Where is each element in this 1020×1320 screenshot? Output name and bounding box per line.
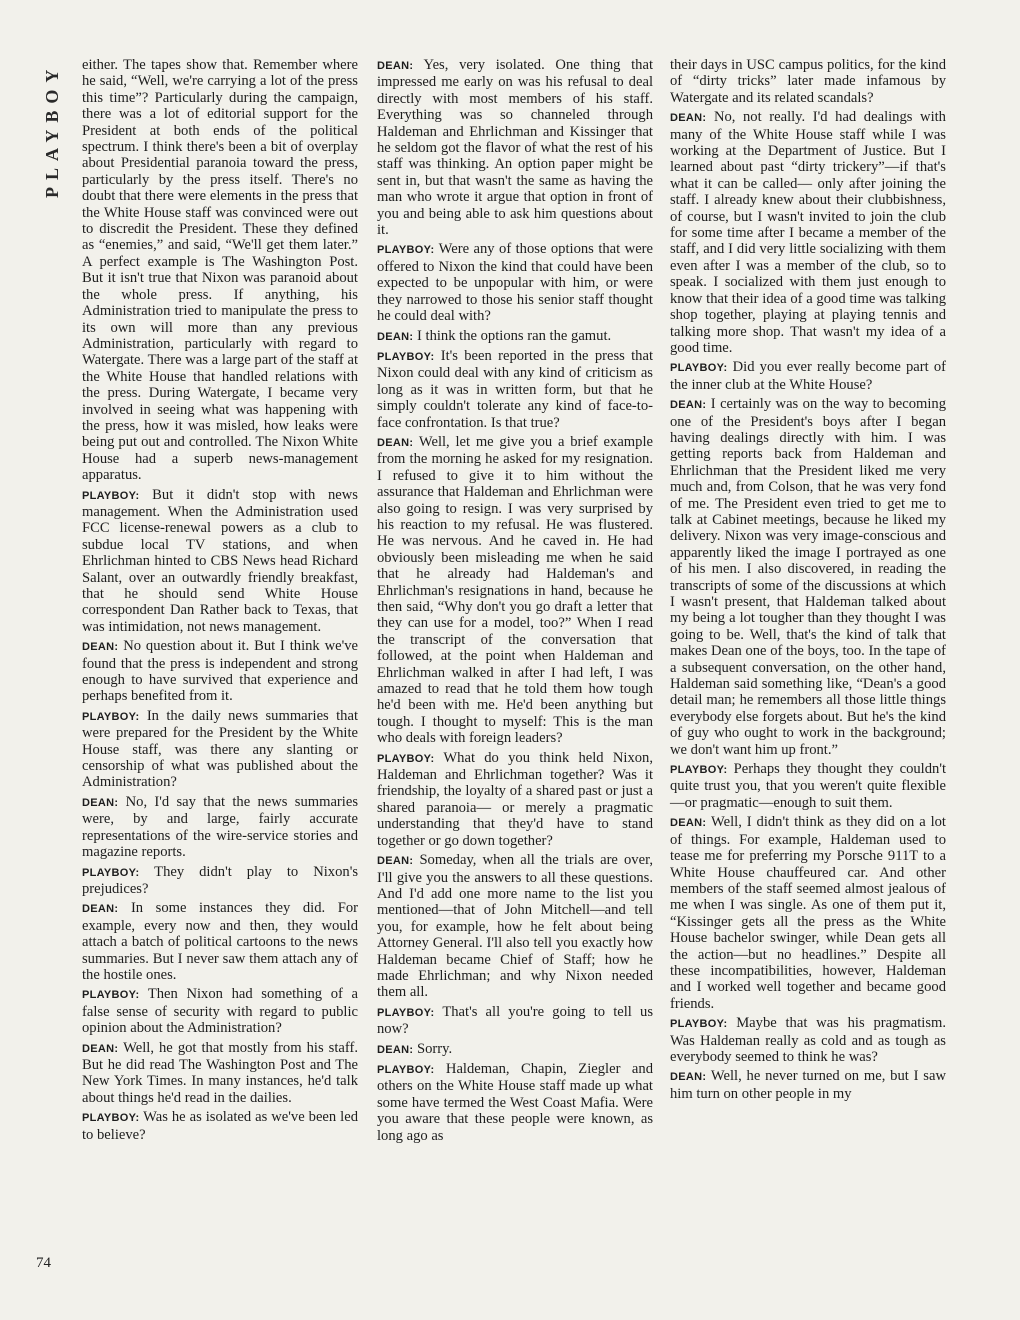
magazine-title-vertical: PLAYBOY <box>42 62 62 198</box>
interview-paragraph <box>670 359 946 393</box>
speaker-label: PLAYBOY: <box>377 1063 435 1076</box>
interview-paragraph <box>377 1041 653 1058</box>
speaker-label: DEAN: <box>670 1071 707 1084</box>
speaker-label: DEAN: <box>82 1042 119 1055</box>
interview-paragraph <box>82 638 358 705</box>
speaker-label: PLAYBOY: <box>377 752 435 765</box>
interview-paragraph <box>82 864 358 898</box>
interview-paragraph <box>82 1040 358 1107</box>
speaker-label: PLAYBOY: <box>670 764 728 777</box>
interview-paragraph <box>82 708 358 791</box>
interview-paragraph <box>377 241 653 324</box>
paragraph-text: In some instances they did. For example, every now and then, they would attach a batch of political cartoons to the news summaries. But I never saw them attach any of the hostile ones. <box>82 900 358 983</box>
interview-paragraph <box>670 761 946 811</box>
interview-paragraph <box>82 487 358 636</box>
paragraph-text: Well, he never turned on me, but I saw him turn on other people in my <box>670 1068 946 1102</box>
speaker-label: DEAN: <box>377 436 414 449</box>
interview-paragraph <box>670 814 946 1012</box>
interview-paragraph <box>82 794 358 861</box>
paragraph-text: Were any of those options that were offered to Nixon the kind that could have been expected to be unpopular with him, or were they narrowed to those his senior staff thought he could deal with? <box>377 241 654 325</box>
text-column-3 <box>670 57 946 1105</box>
paragraph-text: Well, I didn't think as they did on a lot of things. For example, Haldeman used to tease me for preferring my Porsche 911T to a White House chauffeured car. And other members of the staff seemed almost jealous of me when I was single. As one of them put it, “Kissinger gets all the press as the White House bachelor swinger, while Dean gets all the action—but no headlines.” Despite all these incompatibilities, however, Haldeman and I worked well together and became good friends. <box>670 814 946 1012</box>
paragraph-text: Sorry. <box>417 1040 453 1057</box>
paragraph-text: They didn't play to Nixon's prejudices? <box>82 863 358 897</box>
interview-paragraph <box>82 986 358 1036</box>
paragraph-text: I certainly was on the way to becoming one of the President's boys after I began having dealings directly with him. I was getting reports back from Haldeman and Ehrlichman that the President liked me very much and, from Colson, that he was very fond of me. The President even tried to get me to talk at Cabinet meetings, because he liked my delivery. Nixon was very image-conscious and apparently liked the image I portrayed as one of his men. I also discovered, in reading the transcripts of some of the discussions at which I wasn't present, that Haldeman talked about my being a lot tougher than they thought I was going to be. Well, that's the kind of talk that makes Dean one of the boys, too. In the tape of a subsequent conversation, on the other hand, Haldeman said something like, “Dean's a good detail man; he remembers all those little things everybody else forgets about. But he's the kind of guy who ought to work in the background; we don't want him up front.” <box>670 396 947 758</box>
speaker-label: DEAN: <box>82 796 119 809</box>
paragraph-text: Well, he got that mostly from his staff. But he did read The Washington Post and The New York Times. In many instances, he'd talk about things he'd read in the dailies. <box>82 1039 358 1106</box>
interview-paragraph <box>377 434 653 747</box>
interview-paragraph <box>377 328 653 345</box>
paragraph-text: No, not really. I'd had dealings with many of the White House staff while I was working at the Department of Justice. But I learned about past “dirty trickery”—if that's what it can be called— only after joining the staff. I already knew about their clubbishness, of course, but I wasn't invited to join the club for some time after I became a member of the staff, and I did very little socializing with them even after I was a member of the club, so to speak. I socialized with them just enough to know that their idea of a good time was talking shop together, playing at playing tennis and talking more shop. That wasn't my idea of a good time. <box>670 109 946 356</box>
paragraph-text: In the daily news summaries that were prepared for the President by the White House staff, was there any slanting or censorship of what was published about the Administration? <box>82 707 358 791</box>
page-number: 74 <box>36 1255 51 1271</box>
paragraph-text: But it didn't stop with news management. When the Administration used FCC license-renewal powers as a club to subdue local TV stations, and when Ehrlichman hinted to CBS News head Richard Salant, over an outwardly friendly breakfast, that he should send White House correspondent Dan Rather back to Texas, that was intimidation, not news management. <box>82 486 358 635</box>
speaker-label: PLAYBOY: <box>377 350 435 363</box>
continued-paragraph <box>670 57 946 106</box>
paragraph-text: Maybe that was his pragmatism. Was Haldeman really as cold and as tough as everybody seemed to think he was? <box>670 1015 946 1065</box>
interview-paragraph <box>377 1061 653 1144</box>
speaker-label: PLAYBOY: <box>82 989 140 1002</box>
paragraph-text: Yes, very isolated. One thing that impressed me early on was his refusal to deal directly with most members of his staff. Everything was so channeled through Haldeman and Ehrlichman and Kissinger that he seldom got the flavor of what the rest of his staff was thinking. An option paper might be sent in, but that wasn't the same as having the man who wrote it argue that option in front of you and being able to ask him questions about it. <box>377 57 654 239</box>
interview-paragraph <box>377 750 653 849</box>
paragraph-text: No question about it. But I think we've found that the press is independent and strong enough to have survived that experience and perhaps benefited from it. <box>82 638 358 705</box>
interview-paragraph <box>670 1015 946 1065</box>
paragraph-text: Well, let me give you a brief example from the morning he asked for my resignation. I refused to give it to him without the assurance that Haldeman and Ehrlichman were also going to resign. I was very surprised by his reaction to my refusal. He was flustered. He was nervous. And he caved in. He had obviously been misleading me when he said that he already had Haldeman's and Ehrlichman's resignations in hand, because he then said, “Why don't you go draft a letter that they can use for a model, too?” When I read the transcript of the conversation that followed, at the point when Haldeman and Ehrlichman walked in after I had left, I was amazed to read that he told them how tough he'd been with me. He'd been anything but tough. I thought to myself: This is the man who deals with foreign leaders? <box>377 433 653 747</box>
paragraph-text: Haldeman, Chapin, Ziegler and others on the White House staff made up what some have termed the West Coast Mafia. Were you aware that these people were known, as long ago as <box>377 1060 653 1144</box>
speaker-label: PLAYBOY: <box>670 1018 728 1031</box>
speaker-label: DEAN: <box>377 60 414 72</box>
speaker-label: DEAN: <box>670 399 707 412</box>
interview-paragraph <box>670 396 946 758</box>
paragraph-text: It's been reported in the press that Nixon could deal with any kind of criticism as long as it was in written form, but that he simply couldn't tolerate any kind of face-to-face confrontation. Is that true? <box>377 347 653 431</box>
text-column-2 <box>377 57 653 1147</box>
speaker-label: PLAYBOY: <box>82 489 140 502</box>
interview-paragraph <box>82 900 358 983</box>
paragraph-text: That's all you're going to tell us now? <box>377 1003 653 1038</box>
paragraph-text: Did you ever really become part of the inner club at the White House? <box>670 359 946 393</box>
speaker-label: PLAYBOY: <box>377 244 435 257</box>
interview-paragraph <box>377 1004 653 1038</box>
paragraph-text: Was he as isolated as we've been led to believe? <box>82 1109 359 1143</box>
speaker-label: PLAYBOY: <box>82 1112 140 1125</box>
speaker-label: PLAYBOY: <box>82 710 140 723</box>
interview-paragraph <box>377 852 653 1001</box>
paragraph-text: Someday, when all the trials are over, I'll give you the answers to all these questions. And I'd add one more name to the list you mentioned—that of John Mitchell—and tell you, for example, how he felt about being Attorney General. I'll also tell you exactly how Haldeman became Chief of Staff; how he made Ehrlichman; and why Nixon needed them all. <box>377 852 653 1001</box>
speaker-label: DEAN: <box>377 855 414 868</box>
speaker-label: DEAN: <box>670 817 707 830</box>
interview-paragraph <box>377 348 653 431</box>
interview-paragraph <box>670 1068 946 1102</box>
paragraph-text: What do you think held Nixon, Haldeman and Ehrlichman together? Was it friendship, the loyalty of a shared past or just a shared paranoia— or merely a pragmatic understanding that they'd have to stand together or go down together? <box>377 749 653 849</box>
text-column-1 <box>82 57 358 1146</box>
paragraph-text: No, I'd say that the news summaries were, by and large, fairly accurate representations of the wire-service stories and magazine reports. <box>82 793 358 861</box>
paragraph-text: either. The tapes show that. Remember where he said, “Well, we're carrying a lot of the press this time”? Particularly during the campaign, there was a lot of editorial support for the President at both ends of the political spectrum. I think there's been a bit of overplay about Presidential paranoia toward the press, particularly by the press itself. There's no doubt that there were elements in the press that the White House staff was convinced were out to discredit the President. These they defined as “enemies,” and said, “We'll get them later.” A perfect example is The Washington Post. But it isn't true that Nixon was paranoid about the whole press. If anything, his Administration tried to manipulate the press to its own will more than any previous Administration, particularly with regard to Watergate. There was a large part of the staff at the White House that handled relations with the press. During Watergate, I became very involved in seeing what was happening with the press, how it was misled, how leaks were being put out and controlled. The Nixon White House had a superb news-management apparatus. <box>82 57 358 484</box>
speaker-label: PLAYBOY: <box>377 1006 435 1019</box>
speaker-label: DEAN: <box>82 641 119 654</box>
continued-paragraph <box>82 57 358 484</box>
speaker-label: DEAN: <box>377 330 414 343</box>
paragraph-text: their days in USC campus politics, for the kind of “dirty tricks” later made infamous by Watergate and its related scandals? <box>670 57 946 106</box>
speaker-label: DEAN: <box>82 903 119 916</box>
speaker-label: PLAYBOY: <box>82 866 140 879</box>
interview-paragraph <box>377 57 653 238</box>
paragraph-text: Then Nixon had something of a false sense of security with regard to public opinion about the Administration? <box>82 986 358 1037</box>
speaker-label: DEAN: <box>377 1043 414 1056</box>
paragraph-text: Perhaps they thought they couldn't quite trust you, that you weren't quite flexible—or pragmatic—enough to suit them. <box>670 761 947 811</box>
speaker-label: PLAYBOY: <box>670 362 728 375</box>
interview-paragraph <box>670 109 946 356</box>
paragraph-text: I think the options ran the gamut. <box>417 327 612 344</box>
speaker-label: DEAN: <box>670 112 707 125</box>
interview-paragraph <box>82 1109 358 1143</box>
